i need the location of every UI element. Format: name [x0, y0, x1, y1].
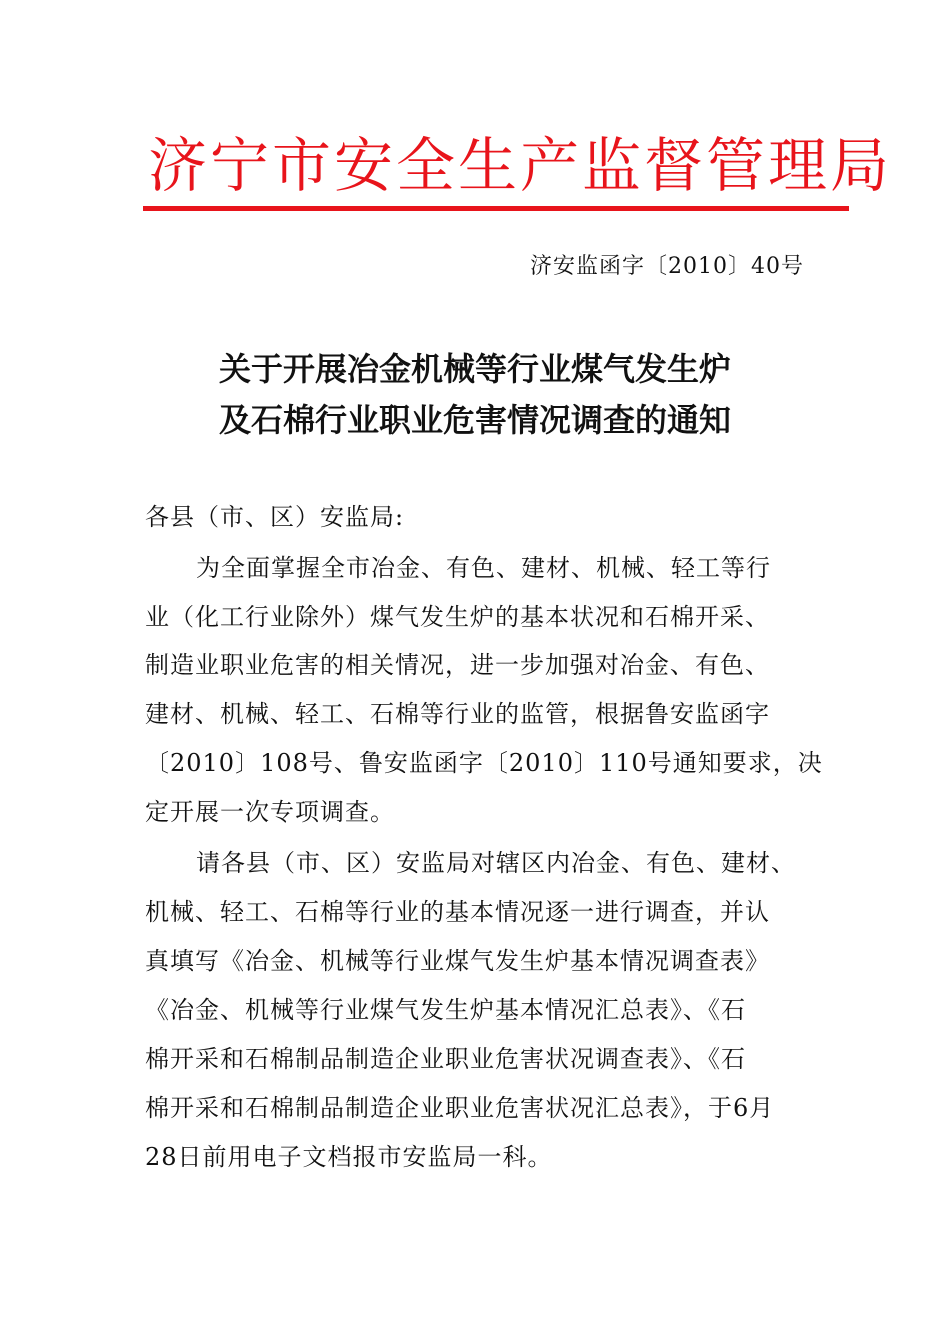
notice-title-line-2: 及石棉行业职业危害情况调查的通知 [218, 401, 731, 439]
paragraph-1-line: 定开展一次专项调查。 [145, 798, 395, 826]
paragraph-2-line: 《冶金、机械等行业煤气发生炉基本情况汇总表》、《石 [145, 996, 746, 1024]
paragraph-2-line: 真填写《冶金、机械等行业煤气发生炉基本情况调查表》 [145, 947, 770, 975]
paragraph-2-line: 机械、轻工、石棉等行业的基本情况逐一进行调查，并认 [145, 898, 770, 926]
paragraph-1-line: 〔2010〕108号、鲁安监函字〔2010〕110号通知要求，决 [145, 749, 823, 777]
paragraph-2-line: 28日前用电子文档报市安监局一科。 [145, 1143, 553, 1171]
paragraph-1-line: 业（化工行业除外）煤气发生炉的基本状况和石棉开采、 [145, 603, 770, 631]
paragraph-1-line: 建材、机械、轻工、石棉等行业的监管，根据鲁安监函字 [145, 700, 770, 728]
agency-name: 济宁市安全生产监督管理局 [148, 131, 893, 200]
notice-title-line-1: 关于开展冶金机械等行业煤气发生炉 [218, 350, 731, 388]
paragraph-1-line: 为全面掌握全市冶金、有色、建材、机械、轻工等行 [196, 554, 771, 582]
salutation: 各县（市、区）安监局: [145, 503, 405, 531]
letterhead-red-rule [143, 206, 849, 211]
document-number: 济安监函字〔2010〕40号 [530, 254, 804, 279]
paragraph-1-line: 制造业职业危害的相关情况，进一步加强对冶金、有色、 [145, 651, 770, 679]
paragraph-2-line: 棉开采和石棉制品制造企业职业危害状况调查表》、《石 [145, 1045, 746, 1073]
paragraph-2-line: 请各县（市、区）安监局对辖区内冶金、有色、建材、 [196, 849, 796, 877]
paragraph-2-line: 棉开采和石棉制品制造企业职业危害状况汇总表》，于6月 [145, 1094, 775, 1122]
